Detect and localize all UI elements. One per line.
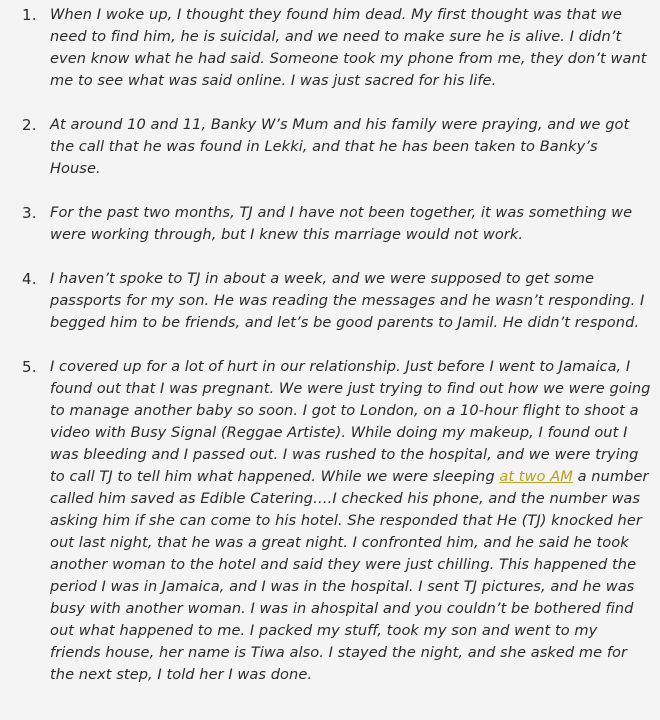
item-text: For the past two months, TJ and I have not been together, it was something we were working through, but I knew this marriage would not work. [50,204,633,243]
list-item-4 [22,268,652,334]
list-item-2 [22,114,652,180]
item-text: When I woke up, I thought they found him dead. My first thought was that we need to find him, he is suicidal, and we need to make sure he is alive. I didn’t even know what he had said. Someone took my phone from me, they don’t want me to see what was said online. I was just sacred for his life. [50,6,647,89]
item-number: 1. [22,6,37,24]
time-link[interactable]: at two AM [499,468,573,485]
numbered-statement-list [22,4,652,708]
item-number: 3. [22,204,37,222]
item-text [50,356,652,686]
item-text: I haven’t spoke to TJ in about a week, and we were supposed to get some passports for my son. He was reading the messages and he wasn’t responding. I begged him to be friends, and let’s be good parents to Jamil. He didn’t respond. [50,270,645,331]
item-text: At around 10 and 11, Banky W’s Mum and his family were praying, and we got the call that he was found in Lekki, and that he has been taken to Banky’s House. [50,116,630,177]
item-text-after-link: a number called him saved as Edible Catering….I checked his phone, and the number was asking him if she can come to his hotel. She responded that He (TJ) knocked her out last night, that he was a great night. I confronted him, and he said he took another woman to the hotel and said they were just chilling. This happened the period I was in Jamaica, and I was in the hospital. I sent TJ pictures, and he was busy with another woman. I was in ahospital and you couldn’t be bothered find out what happened to me. I packed my stuff, took my son and went to my friends house, her name is Tiwa also. I stayed the night, and she asked me for the next step, I told her I was done. [50,468,649,683]
item-number: 4. [22,270,37,288]
item-text-before-link: I covered up for a lot of hurt in our relationship. Just before I went to Jamaica, I found out that I was pregnant. We were just trying to find out how we were going to manage another baby so soon. I got to London, on a 10-hour flight to shoot a video with Busy Signal (Reggae Artiste). While doing my makeup, I found out I was bleeding and I passed out. I was rushed to the hospital, and we were trying to call TJ to tell him what happened. While we were sleeping [50,358,651,485]
item-number: 2. [22,116,37,134]
list-item-5 [22,356,652,686]
list-item-3 [22,202,652,246]
item-number: 5. [22,358,37,376]
list-item-1 [22,4,652,92]
